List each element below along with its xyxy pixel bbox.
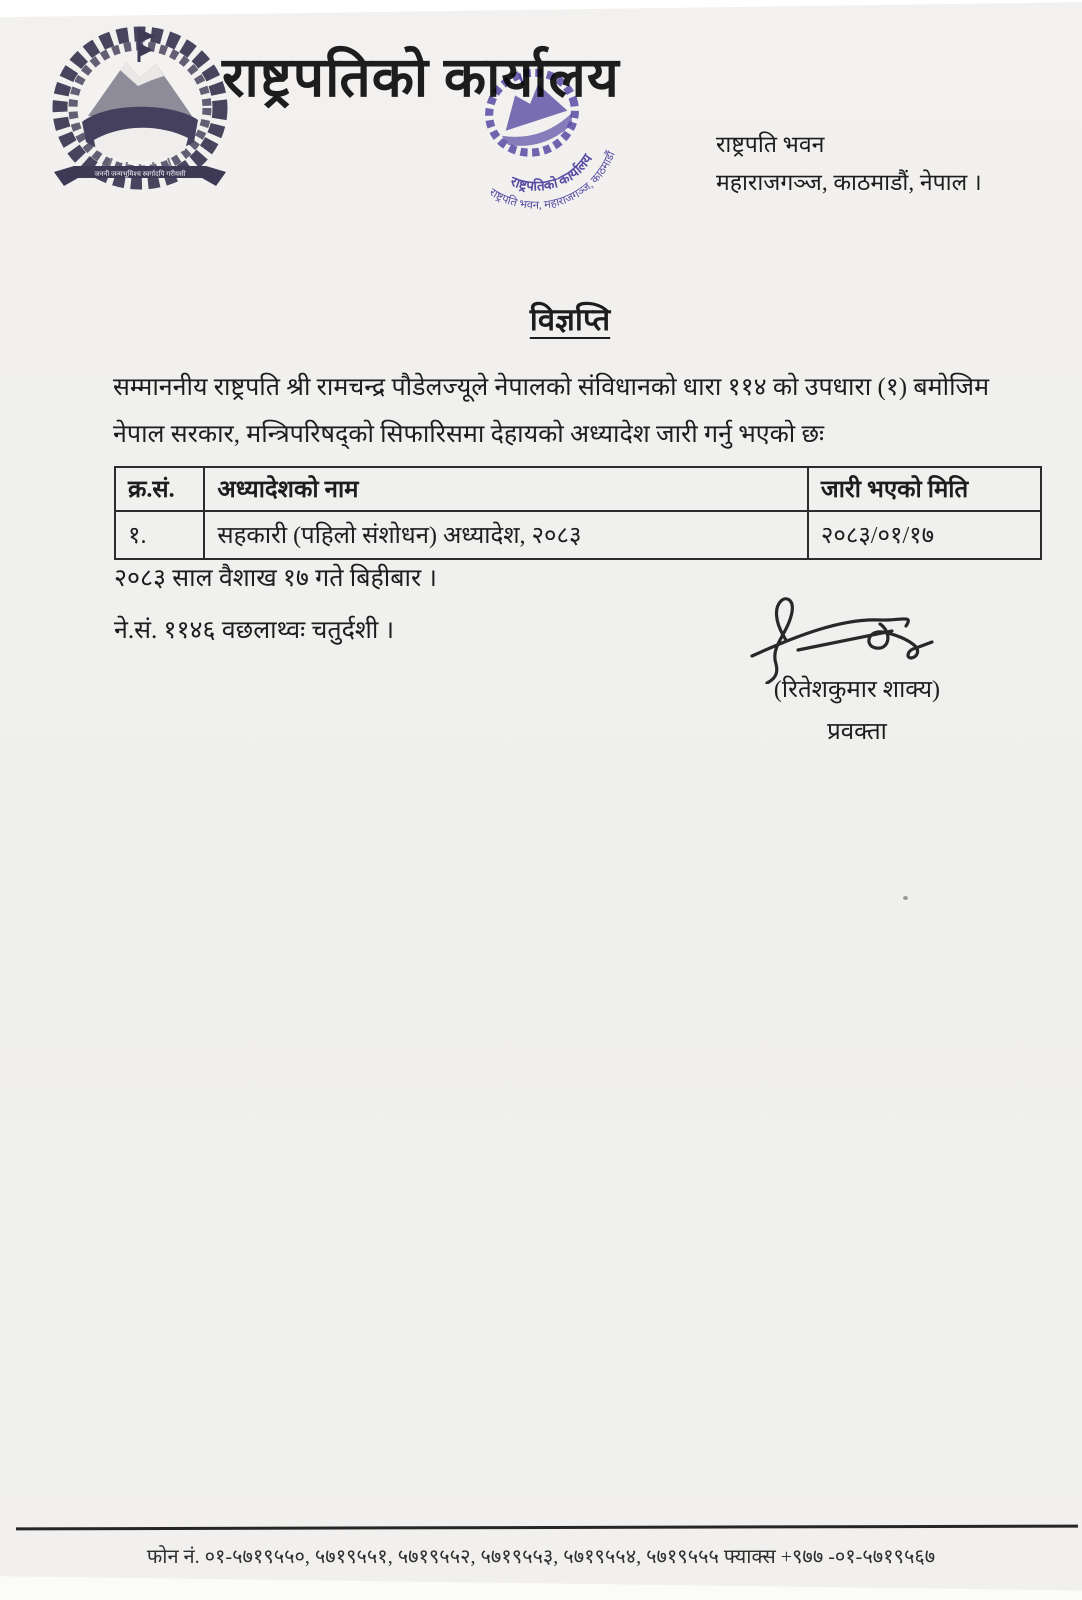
cell-name: सहकारी (पहिलो संशोधन) अध्यादेश, २०८३	[204, 511, 807, 559]
scan-edge-bottom	[0, 1566, 1082, 1600]
footer-divider	[16, 1525, 1078, 1531]
nepal-emblem-icon	[42, 20, 238, 202]
scan-speck	[903, 896, 908, 900]
col-header-name: अध्यादेशको नाम	[204, 467, 807, 511]
signatory-name: (रितेशकुमार शाक्य)	[773, 677, 941, 703]
svg-text:राष्ट्रपतिको कार्यालय	[504, 148, 601, 205]
stamp-text-outer: राष्ट्रपति भवन, महाराजगञ्ज, काठमाडौं	[487, 149, 618, 212]
col-header-date: जारी भएको मिति	[808, 467, 1041, 511]
table-header-row	[115, 467, 1041, 511]
cell-sn: १.	[115, 511, 204, 559]
signature-icon	[740, 584, 950, 684]
notice-heading: विज्ञप्ति	[529, 302, 611, 337]
office-title: राष्ट्रपतिको कार्यालय	[222, 47, 620, 108]
notice-body: सम्माननीय राष्ट्रपति श्री रामचन्द्र पौडेलज्यूले नेपालको संविधानको धारा ११४ को उपधारा (१) बमोजिम नेपाल सरकार, मन्त्रिपरिषद्को सिफारिसमा देहायको अध्यादेश जारी गर्नु भएको छः	[113, 374, 990, 448]
ns-date-line: ने.सं. ११४६ वछलाथ्वः चतुर्दशी ।	[114, 617, 395, 644]
address-line-2: महाराजगञ्ज, काठमाडौं, नेपाल ।	[716, 170, 982, 195]
emblem-motto: जननी जन्मभूमिश्च स्वर्गादपि गरीयसी	[94, 170, 186, 178]
footer-contact: फोन नं. ०१-५७१९५५०, ५७१९५५१, ५७१९५५२, ५७१९५५३, ५७१९५५४, ५७१९५५५ फ्याक्स +९७७ -०१-५७१९५६७	[146, 1546, 936, 1568]
col-header-sn: क्र.सं.	[115, 467, 204, 511]
stamp-text-inner: राष्ट्रपतिको कार्यालय	[508, 151, 596, 194]
bs-date-line: २०८३ साल वैशाख १७ गते बिहीबार ।	[114, 565, 437, 592]
office-address	[716, 126, 982, 202]
table-row	[115, 511, 1041, 559]
office-stamp-icon	[446, 64, 642, 244]
ordinance-table	[114, 466, 1042, 560]
scan-edge-top	[0, 0, 1082, 18]
address-line-1: राष्ट्रपति भवन	[716, 132, 825, 157]
signatory-designation: प्रवक्ता	[827, 719, 887, 745]
cell-date: २०८३/०१/१७	[808, 511, 1041, 559]
